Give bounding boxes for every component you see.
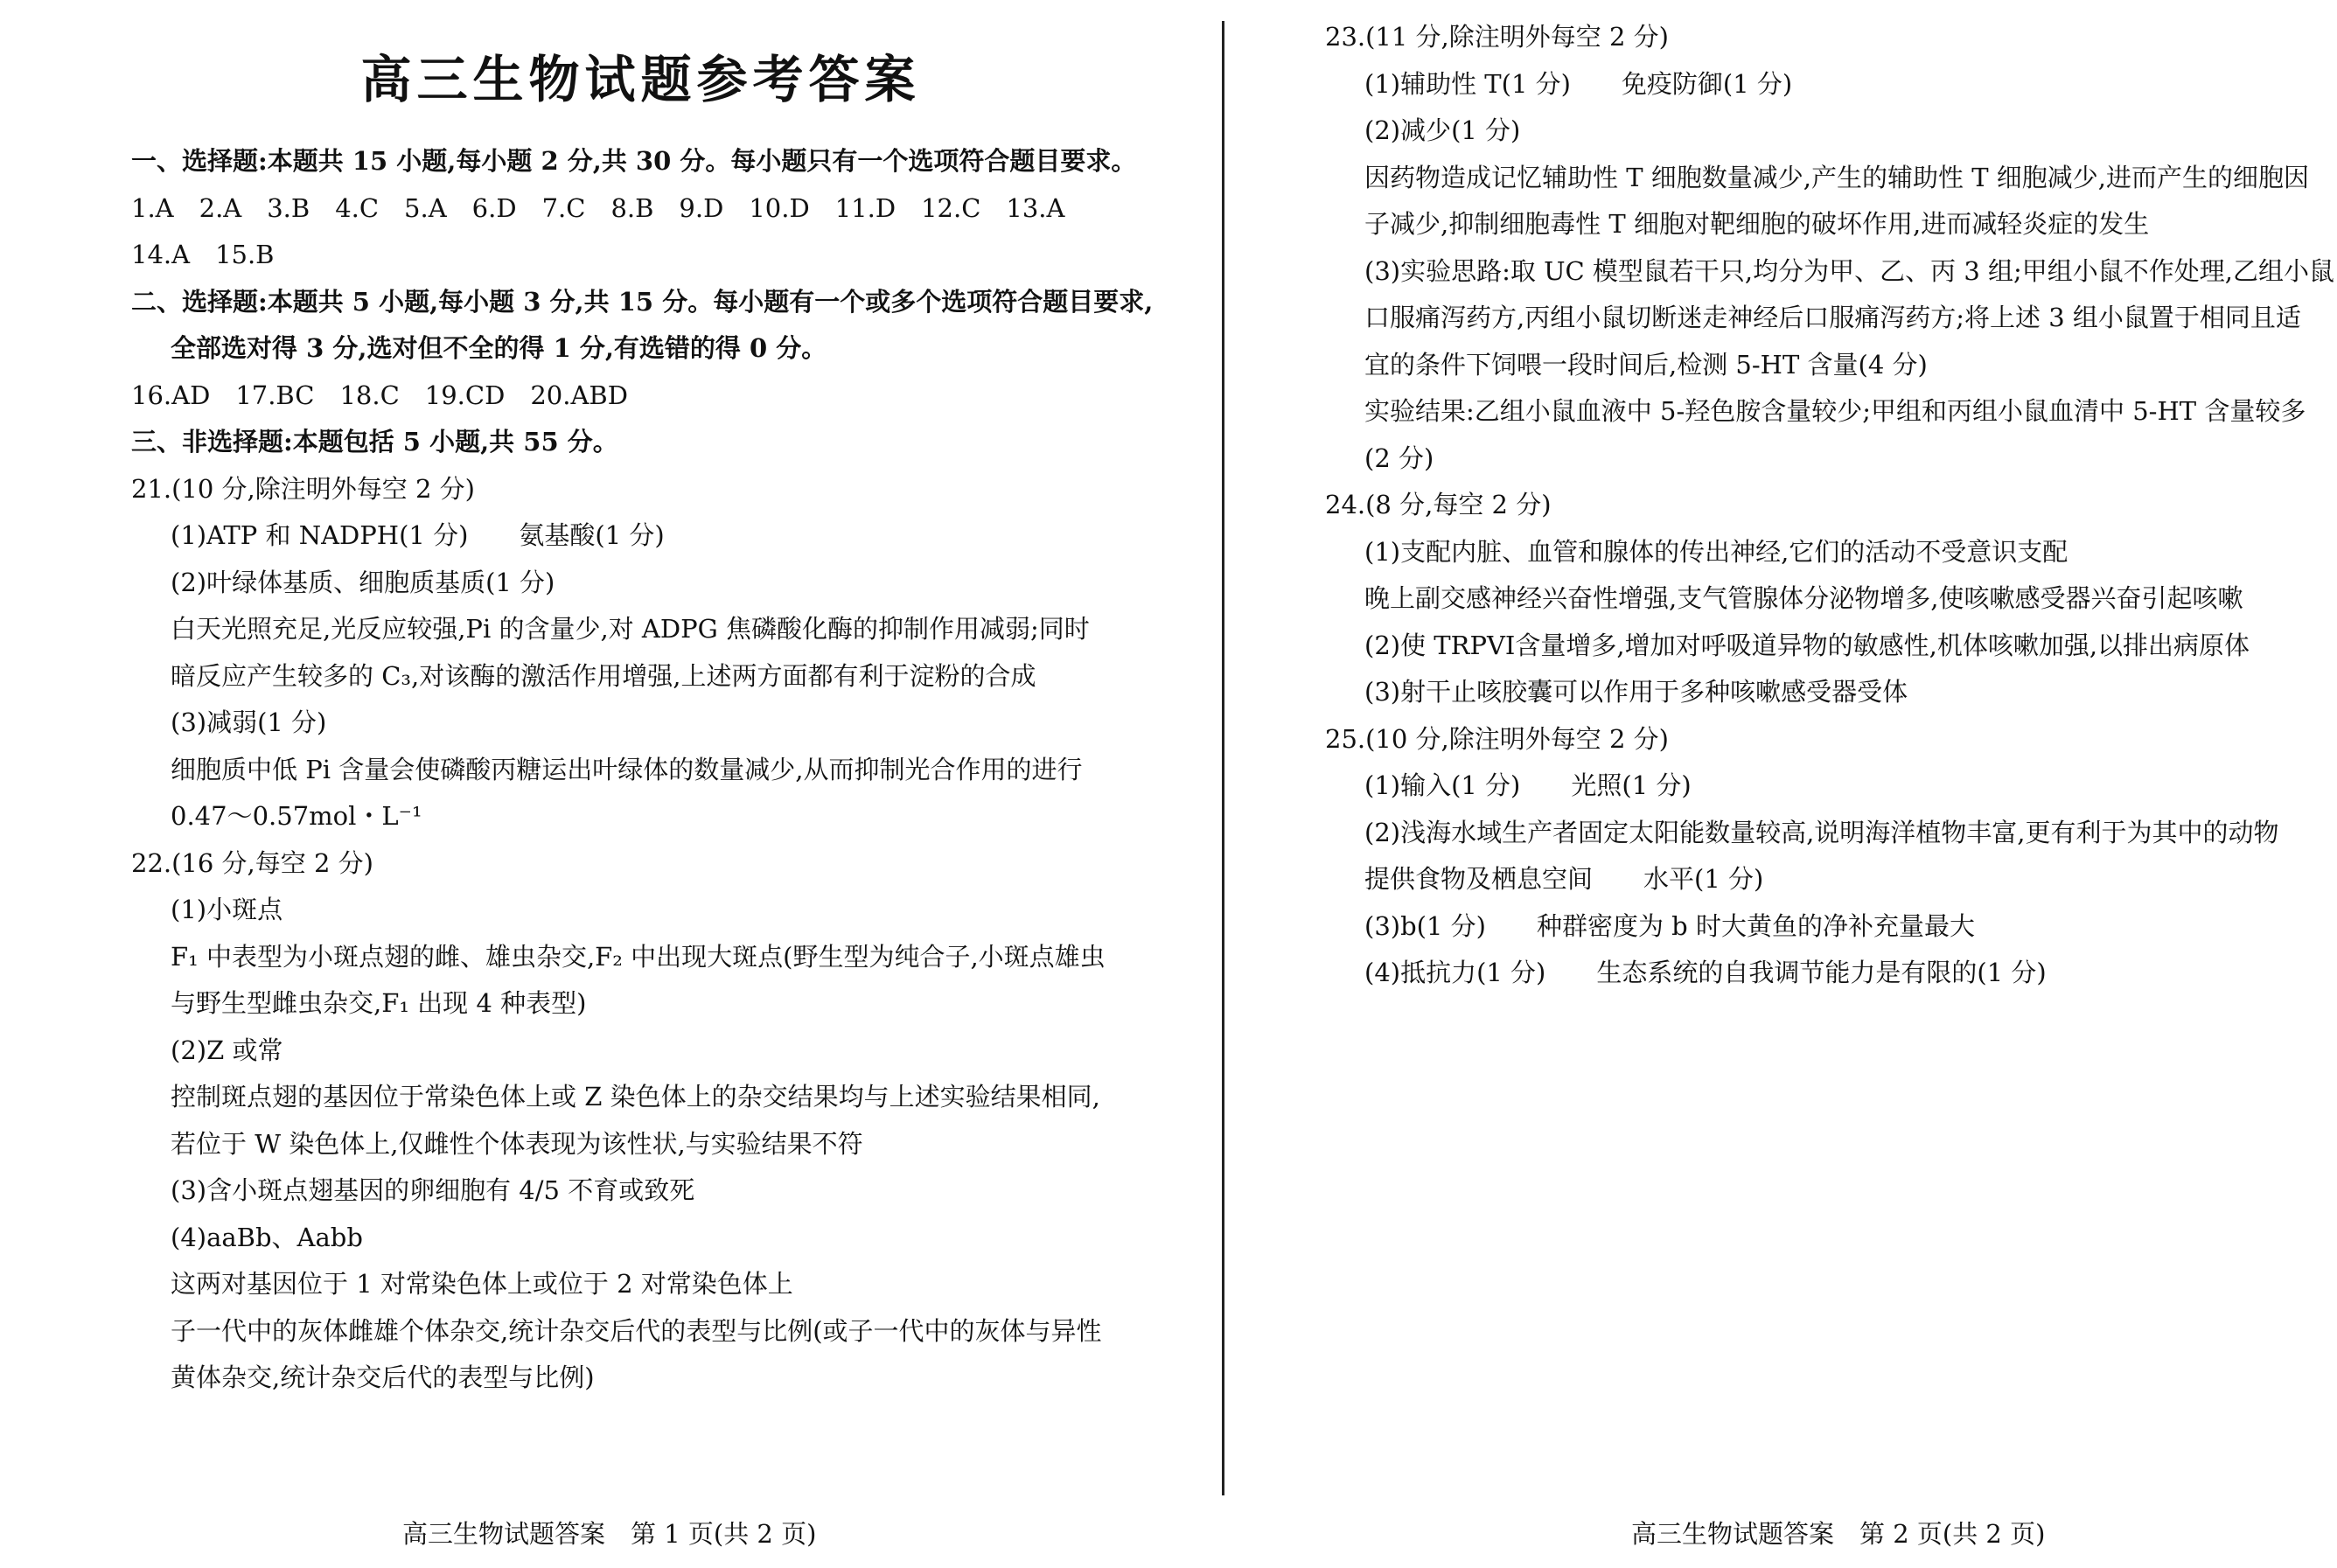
left-line: (3)含小斑点翅基因的卵细胞有 4/5 不育或致死 <box>171 1175 695 1205</box>
left-line: (2)叶绿体基质、细胞质基质(1 分) <box>171 567 555 597</box>
left-line: F₁ 中表型为小斑点翅的雌、雄虫杂交,F₂ 中出现大斑点(野生型为纯合子,小斑点雄虫 <box>171 941 1106 972</box>
right-line: (4)抵抗力(1 分) 生态系统的自我调节能力是有限的(1 分) <box>1364 958 2047 987</box>
right-line: (3)b(1 分) 种群密度为 b 时大黄鱼的净补充量最大 <box>1364 910 1975 941</box>
left-line: 全部选对得 3 分,选对但不全的得 1 分,有选错的得 0 分。 <box>171 333 827 363</box>
left-line: 三、非选择题:本题包括 5 小题,共 55 分。 <box>131 427 618 456</box>
left-line: 控制斑点翅的基因位于常染色体上或 Z 染色体上的杂交结果均与上述实验结果相同, <box>171 1082 1100 1112</box>
right-line: 25.(10 分,除注明外每空 2 分) <box>1325 723 1669 754</box>
left-line: 细胞质中低 Pi 含量会使磷酸丙糖运出叶绿体的数量减少,从而抑制光合作用的进行 <box>171 754 1083 784</box>
right-line: 晚上副交感神经兴奋性增强,支气管腺体分泌物增多,使咳嗽感受器兴奋引起咳嗽 <box>1364 583 2243 613</box>
right-line: 子减少,抑制细胞毒性 T 细胞对靶细胞的破坏作用,进而减轻炎症的发生 <box>1364 209 2150 239</box>
right-line: (3)射干止咳胶囊可以作用于多种咳嗽感受器受体 <box>1364 677 1908 707</box>
right-line: (2)使 TRPVⅠ含量增多,增加对呼吸道异物的敏感性,机体咳嗽加强,以排出病原体 <box>1364 630 2250 660</box>
right-line: 23.(11 分,除注明外每空 2 分) <box>1325 22 1669 52</box>
right-line: (1)输入(1 分) 光照(1 分) <box>1364 770 1692 800</box>
left-line: 若位于 W 染色体上,仅雌性个体表现为该性状,与实验结果不符 <box>171 1128 863 1159</box>
right-line: 宜的条件下饲喂一段时间后,检测 5-HT 含量(4 分) <box>1364 349 1928 380</box>
right-line: 口服痛泻药方,丙组小鼠切断迷走神经后口服痛泻药方;将上述 3 组小鼠置于相同且适 <box>1364 303 2301 332</box>
left-line: 21.(10 分,除注明外每空 2 分) <box>131 473 475 504</box>
right-line: (3)实验思路:取 UC 模型鼠若干只,均分为甲、乙、丙 3 组;甲组小鼠不作处理,乙组小鼠 <box>1364 255 2335 286</box>
right-line: (2 分) <box>1364 443 1434 473</box>
right-line: 24.(8 分,每空 2 分) <box>1325 490 1552 519</box>
left-line: (3)减弱(1 分) <box>171 707 327 737</box>
left-line: 0.47～0.57mol・L⁻¹ <box>171 801 422 831</box>
right-line: 实验结果:乙组小鼠血液中 5-羟色胺含量较少;甲组和丙组小鼠血清中 5-HT 含量较多 <box>1364 396 2306 426</box>
left-line: 22.(16 分,每空 2 分) <box>131 847 373 878</box>
right-line: 因药物造成记忆辅助性 T 细胞数量减少,产生的辅助性 T 细胞减少,进而产生的细胞因 <box>1364 162 2309 192</box>
left-line: 16.AD 17.BC 18.C 19.CD 20.ABD <box>131 380 628 410</box>
left-line: 1.A 2.A 3.B 4.C 5.A 6.D 7.C 8.B 9.D 10.D 11.D 12.C 13.A <box>131 192 1065 223</box>
left-line: 这两对基因位于 1 对常染色体上或位于 2 对常染色体上 <box>171 1269 793 1299</box>
left-line: (1)小斑点 <box>171 895 283 924</box>
left-line: 二、选择题:本题共 5 小题,每小题 3 分,共 15 分。每小题有一个或多个选项符合题目要求, <box>131 286 1154 317</box>
left-line: 暗反应产生较多的 C₃,对该酶的激活作用增强,上述两方面都有利于淀粉的合成 <box>171 660 1036 691</box>
left-line: (2)Z 或常 <box>171 1035 283 1065</box>
right-line: (2)减少(1 分) <box>1364 115 1521 145</box>
left-line: 黄体杂交,统计杂交后代的表型与比例) <box>171 1362 595 1392</box>
footer-page-2: 高三生物试题答案 第 2 页(共 2 页) <box>1631 1519 2046 1549</box>
left-line: 白天光照充足,光反应较强,Pi 的含量少,对 ADPG 焦磷酸化酶的抑制作用减弱;同时 <box>171 614 1090 644</box>
page-title: 高三生物试题参考答案 <box>360 50 921 109</box>
right-line: (1)支配内脏、血管和腺体的传出神经,它们的活动不受意识支配 <box>1364 536 2068 567</box>
left-line: 14.A 15.B <box>131 240 275 269</box>
left-line: (1)ATP 和 NADPH(1 分) 氨基酸(1 分) <box>171 520 665 550</box>
page-divider <box>1222 21 1224 1495</box>
right-line: (1)辅助性 T(1 分) 免疫防御(1 分) <box>1364 68 1793 99</box>
left-line: 与野生型雌虫杂交,F₁ 出现 4 种表型) <box>171 988 587 1018</box>
left-line: 子一代中的灰体雌雄个体杂交,统计杂交后代的表型与比例(或子一代中的灰体与异性 <box>171 1315 1102 1346</box>
right-line: (2)浅海水域生产者固定太阳能数量较高,说明海洋植物丰富,更有利于为其中的动物 <box>1364 817 2279 847</box>
right-line: 提供食物及栖息空间 水平(1 分) <box>1364 864 1764 894</box>
footer-page-1: 高三生物试题答案 第 1 页(共 2 页) <box>402 1519 817 1549</box>
left-line: (4)aaBb、Aabb <box>171 1222 363 1252</box>
left-line: 一、选择题:本题共 15 小题,每小题 2 分,共 30 分。每小题只有一个选项符合题目要求。 <box>131 146 1137 176</box>
